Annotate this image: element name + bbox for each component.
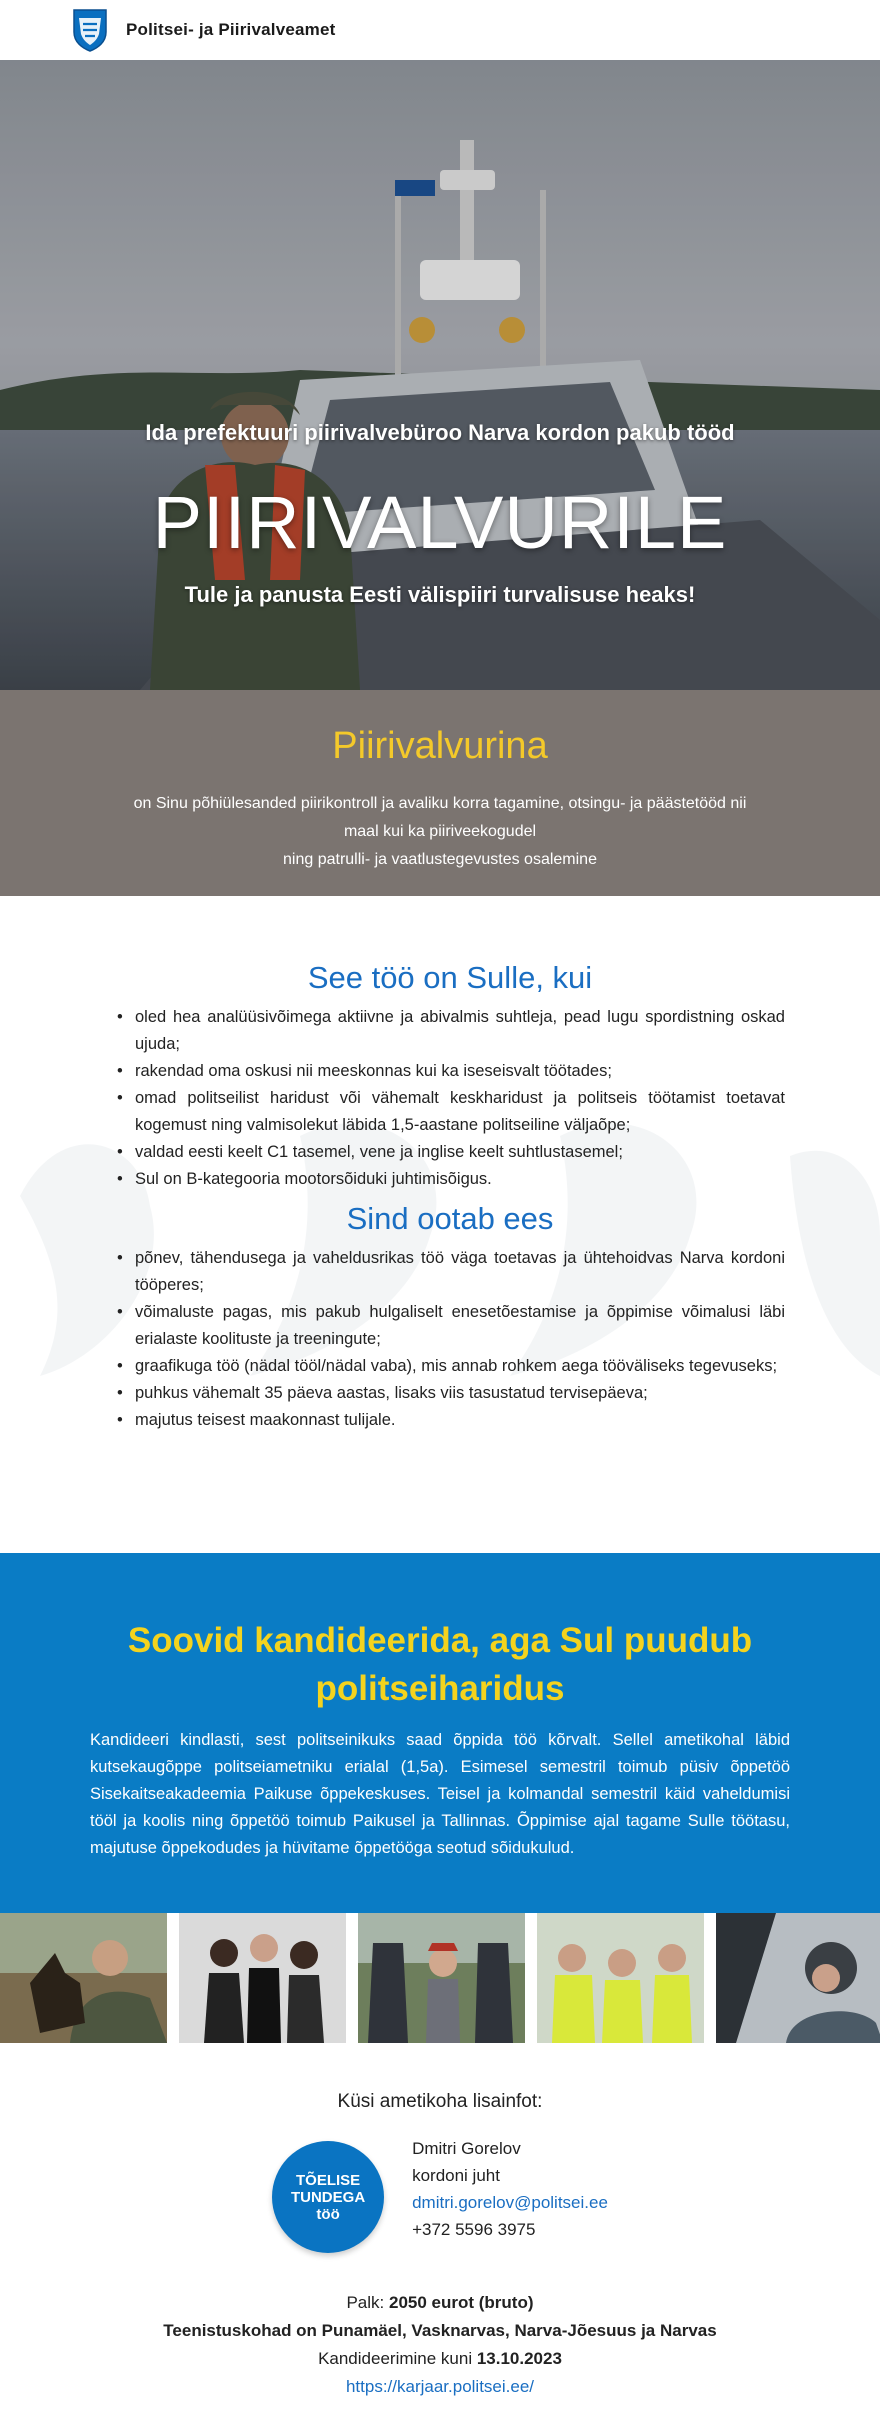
- duties-band: [0, 690, 880, 896]
- offer-list: [115, 1245, 785, 1434]
- list-item: • oled hea analüüsivõimega aktiivne ja abivalmis suhtleja, pead lugu spordistning oskad ujuda;: [115, 1004, 785, 1058]
- requirements-title: See töö on Sulle, kui: [307, 960, 593, 995]
- patrol-officers-photo: [537, 1913, 704, 2043]
- requirements-list: [115, 1004, 785, 1193]
- police-crest-icon[interactable]: [72, 8, 108, 52]
- duties-line: maal kui ka piiriveekogudel: [343, 823, 537, 840]
- contact-phone: +372 5596 3975: [412, 2220, 536, 2239]
- education-title: [90, 1617, 790, 1713]
- list-item: • põnev, tähendusega ja vaheldusrikas töö väga toetavas ja ühtehoidvas Narva kordoni tööperes;: [115, 1245, 785, 1299]
- dog-handler-photo: [0, 1913, 167, 2043]
- list-item: • Sul on B-kategooria mootorsõiduki juhtimisõigus.: [115, 1166, 785, 1193]
- locations-line: Teenistuskohad on Punamäel, Vasknarvas, Narva-Jõesuus ja Narvas: [163, 2321, 717, 2340]
- contact-person: [412, 2135, 608, 2243]
- contact-card: [0, 2135, 880, 2253]
- helicopter-pilot-photo: [716, 1913, 880, 2043]
- badge-line: TÕELISE: [295, 2171, 361, 2189]
- contact-section: [0, 2043, 880, 2401]
- career-link[interactable]: https://karjaar.politsei.ee/: [345, 2377, 535, 2396]
- badge-line: töö: [316, 2205, 340, 2223]
- list-item: • graafikuga töö (nädal tööl/nädal vaba), mis annab rohkem aega tööväliseks tegevuseks;: [115, 1353, 785, 1380]
- deadline-label: Kandideerimine kuni: [318, 2349, 477, 2368]
- requirements-section: [0, 896, 880, 1553]
- education-text: Kandideeri kindlasti, sest politseinikuks saad õppida töö kõrvalt. Sellel ametikohal läbid kutsekaugõppe politseiametniku erialal (1,5a). Esimesel semestril toimub püsiv õppetöö Sisekaitseakadeemia Paikuse õppekeskuses. Teisel ja kolmandal semestril käid vaheldumisi tööl ja koolis ning õppetöö toimub Paikusel ja Tallinnas. Õppimise ajal tagame Sulle töötasu, majutuse õppekodudes ja hüvitame õppetööga seotud sõidukulud.: [90, 1731, 790, 1857]
- offer-title: Sind ootab ees: [346, 1201, 554, 1236]
- salary-line: [0, 2289, 880, 2317]
- education-title-line: Soovid kandideerida, aga Sul puudub: [127, 1621, 753, 1660]
- hero-banner: [0, 60, 880, 690]
- contact-role: kordoni juht: [412, 2166, 500, 2185]
- list-item: • rakendad oma oskusi nii meeskonnas kui ka iseseisvalt töötades;: [115, 1058, 785, 1085]
- badge-line: TUNDEGA: [290, 2188, 366, 2206]
- contact-email-link[interactable]: dmitri.gorelov@politsei.ee: [412, 2193, 608, 2212]
- salary-label: Palk:: [346, 2293, 389, 2312]
- hero-tagline: Tule ja panusta Eesti välispiiri turvalisuse heaks!: [184, 582, 696, 607]
- contact-name: Dmitri Gorelov: [412, 2139, 521, 2158]
- salary-value: 2050 eurot (bruto): [389, 2293, 534, 2312]
- hero-subtitle: Ida prefektuuri piirivalvebüroo Narva kordon pakub tööd: [145, 420, 735, 445]
- top-bar: [0, 0, 880, 60]
- duties-title: Piirivalvurina: [332, 725, 548, 767]
- duties-line: on Sinu põhiülesanded piirikontroll ja avaliku korra tagamine, otsingu- ja päästetööd nii: [133, 795, 747, 812]
- family-photo: [179, 1913, 346, 2043]
- job-details: [0, 2289, 880, 2401]
- contact-prompt: Küsi ametikoha lisainfot:: [337, 2091, 543, 2112]
- list-item: • omad politseilist haridust või vähemalt keskharidust ja politseis töötamist toetavat kogemust ning valmisolekut läbida 1,5-aastane politseiline väljaõpe;: [115, 1085, 785, 1139]
- hero-title: PIIRIVALVURILE: [152, 481, 728, 564]
- deadline-line: [0, 2345, 880, 2373]
- list-item: • puhkus vähemalt 35 päeva aastas, lisaks viis tasustatud tervisepäeva;: [115, 1380, 785, 1407]
- photo-strip: [0, 1913, 880, 2043]
- education-block: [0, 1553, 880, 1913]
- list-item: • valdad eesti keelt C1 tasemel, vene ja inglise keelt suhtlustasemel;: [115, 1139, 785, 1166]
- child-with-officers-photo: [358, 1913, 525, 2043]
- brand-name[interactable]: Politsei- ja Piirivalveamet: [126, 20, 336, 39]
- duties-line: ning patrulli- ja vaatlustegevustes osalemine: [283, 851, 597, 868]
- education-title-line: politseiharidus: [315, 1669, 565, 1708]
- deadline-value: 13.10.2023: [476, 2349, 562, 2368]
- list-item: • majutus teisest maakonnast tulijale.: [115, 1407, 785, 1434]
- list-item: • võimaluste pagas, mis pakub hulgaliselt enesetõestamise ja õppimise võimalusi läbi erialaste koolituste ja treeningute;: [115, 1299, 785, 1353]
- campaign-badge: [272, 2141, 384, 2253]
